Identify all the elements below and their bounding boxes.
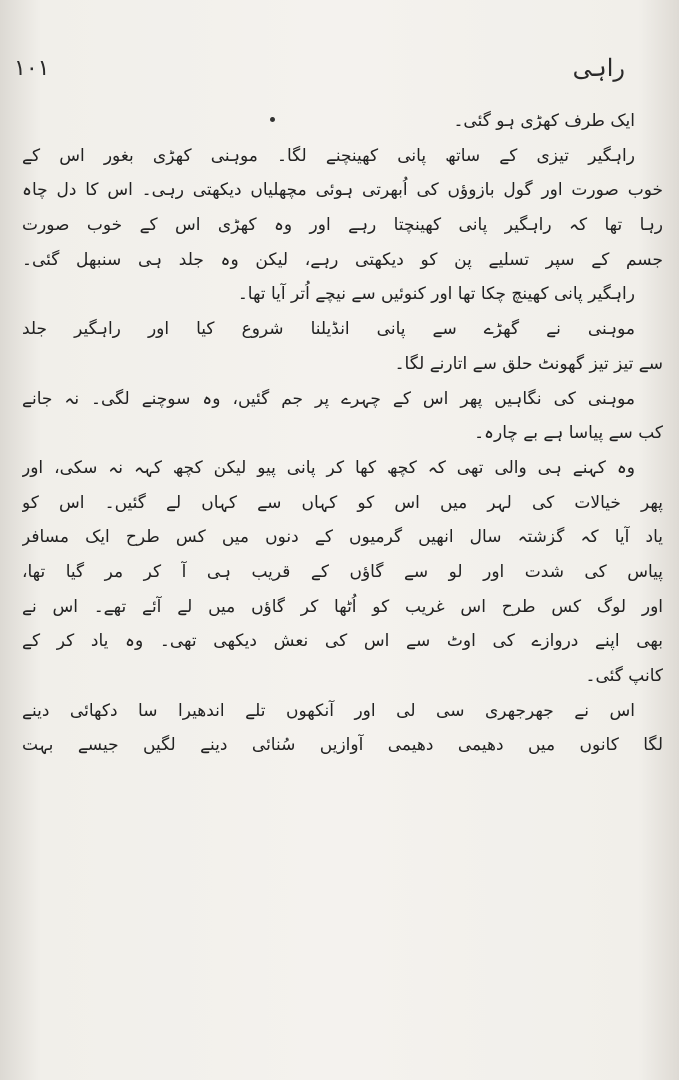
text-line: لگا کانوں میں دھیمی دھیمی آوازیں سُنائی دینے لگیں جیسے بہت [22, 735, 663, 756]
page-number: ۱۰۱ [14, 56, 50, 81]
text-line: پھر خیالات کی لہر میں اس کو کہاں سے کہاں لے گئیں۔ اس کو [22, 492, 663, 513]
text-line: وہ کہنے ہی والی تھی کہ کچھ کھا کر پانی پیو لیکن کچھ کہہ نہ سکی، اور [22, 457, 635, 478]
running-title: راہی [572, 54, 625, 82]
text-line: رہا تھا کہ راہگیر پانی کھینچتا رہے اور وہ کھڑی اس کے خوب صورت [22, 215, 663, 236]
text-line: موہنی نے گھڑے سے پانی انڈیلنا شروع کیا اور راہگیر جلد [22, 319, 635, 340]
text-line: جسم کے سپر تسلیے پن کو دیکھتی رہے، لیکن وہ جلد ہی سنبھل گئی۔ [22, 249, 663, 270]
text-line: کانپ گئی۔ [585, 666, 663, 686]
text-line: راہگیر پانی کھینچ چکا تھا اور کنوئیں سے نیچے اُتر آیا تھا۔ [237, 284, 635, 305]
text-line: خوب صورت اور گول بازوؤں کی اُبھرتی ہوئی مچھلیاں دیکھتی رہی۔ اس کا دل چاہ [22, 180, 663, 201]
text-line: اس نے جھرجھری سی لی اور آنکھوں تلے اندھیرا سا دکھائی دینے [22, 700, 635, 721]
text-line: یاد آیا کہ گزشتہ سال انھیں گرمیوں کے دنوں میں کس طرح ایک مسافر [22, 527, 663, 548]
text-line: بھی اپنے دروازے کی اوٹ سے اس کی نعش دیکھی تھی۔ وہ یاد کر کے [22, 631, 663, 652]
text-line: اور لوگ کس طرح اس غریب کو اُٹھا کر گاؤں میں لے آئے تھے۔ اس نے [22, 596, 663, 617]
text-line: موہنی کی نگاہیں پھر اس کے چہرے پر جم گئیں، وہ سوچنے لگی۔ نہ جانے [22, 388, 635, 409]
text-line: پیاس کی شدت اور لو سے گاؤں کے قریب ہی آ کر مر گیا تھا، [22, 561, 663, 582]
text-line: سے تیز تیز گھونٹ حلق سے اتارنے لگا۔ [394, 353, 663, 374]
text-line: ایک طرف کھڑی ہو گئی۔ [453, 111, 635, 131]
body-text [22, 104, 663, 763]
text-line: راہگیر تیزی کے ساتھ پانی کھینچنے لگا۔ موہنی کھڑی بغور اس کے [22, 145, 635, 166]
text-line: کب سے پیاسا ہے بے چارہ۔ [474, 423, 663, 444]
